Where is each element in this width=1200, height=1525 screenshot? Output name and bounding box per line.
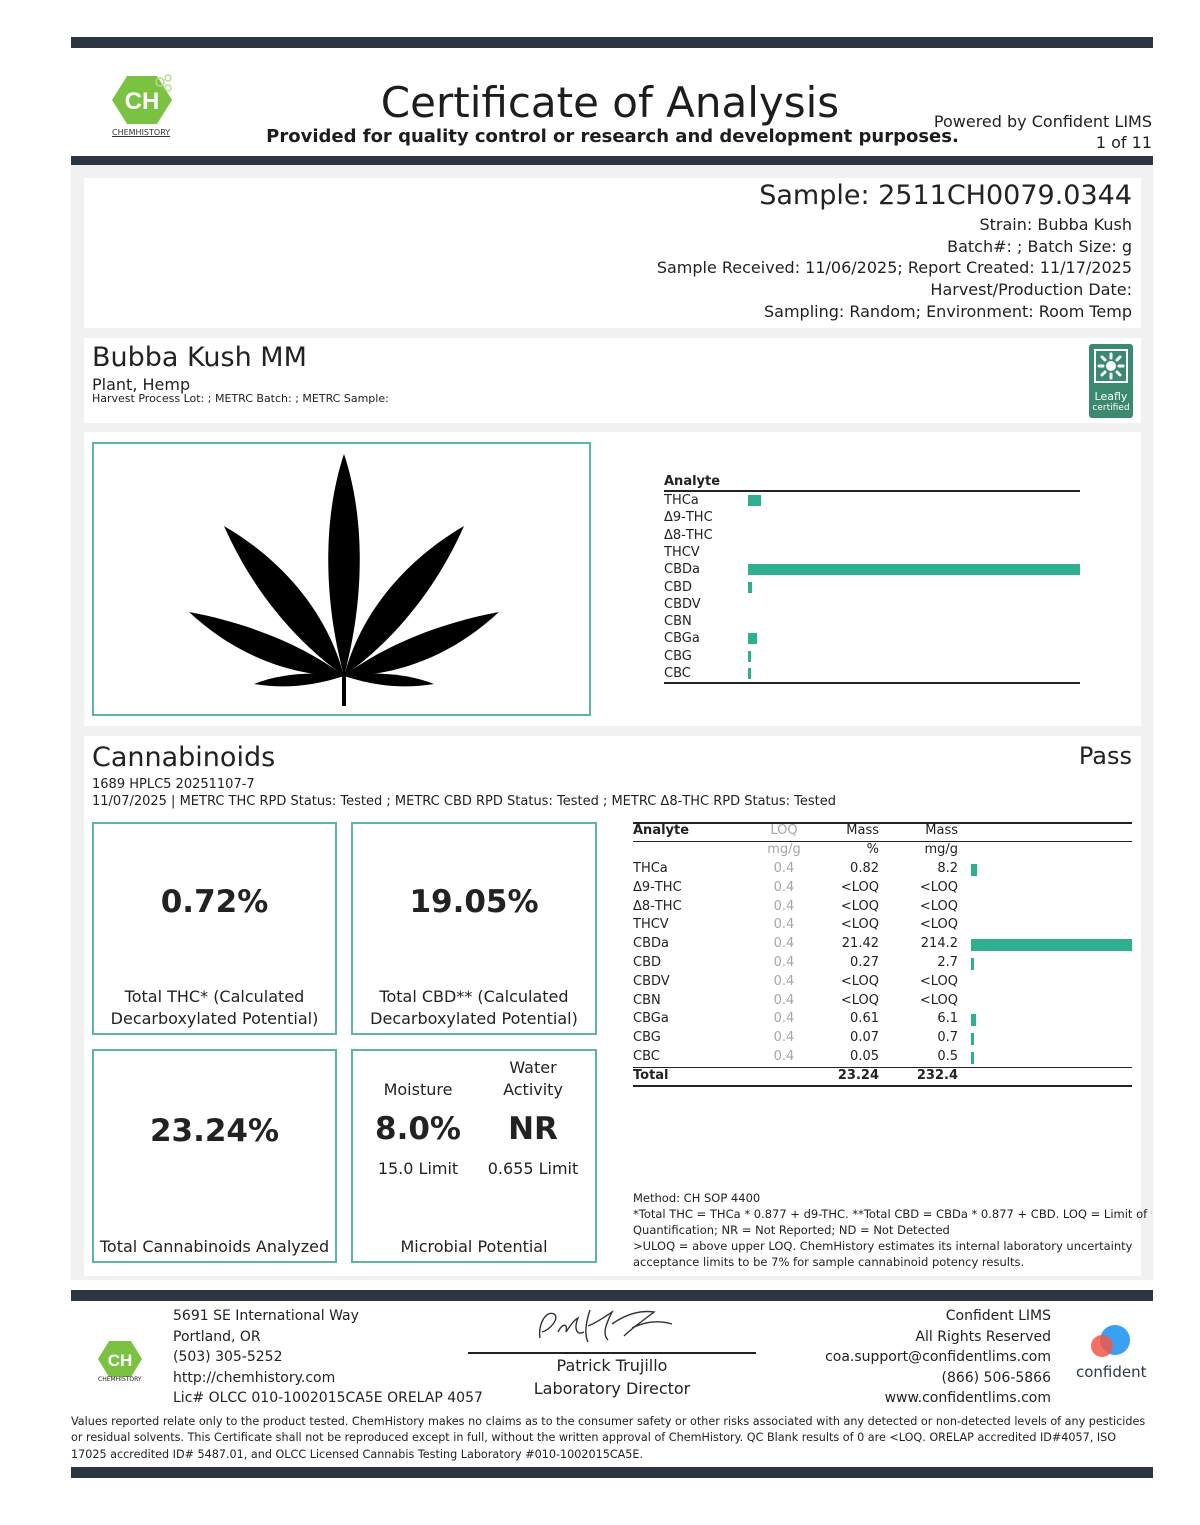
lims-phone: (866) 506-5866 bbox=[941, 1369, 1051, 1386]
mass-mg-cell: <LOQ bbox=[919, 992, 958, 1008]
chart-category-label: Δ8-THC bbox=[664, 527, 713, 543]
loq-cell: 0.4 bbox=[773, 1030, 795, 1046]
table-row bbox=[633, 916, 1132, 935]
chart-header: Analyte bbox=[664, 474, 721, 489]
microbial-label: Microbial Potential bbox=[400, 1237, 548, 1256]
batch: Batch#: ; Batch Size: g bbox=[947, 237, 1132, 256]
signer-title: Laboratory Director bbox=[533, 1379, 691, 1398]
harvest-date: Harvest/Production Date: bbox=[930, 280, 1132, 299]
lims-rights: All Rights Reserved bbox=[915, 1328, 1051, 1345]
mass-pct-cell: <LOQ bbox=[840, 917, 879, 933]
chart-bar bbox=[748, 668, 751, 679]
total-cannabinoids-label: Total Cannabinoids Analyzed bbox=[99, 1237, 330, 1256]
metrc-info: Harvest Process Lot: ; METRC Batch: ; METRC Sample: bbox=[92, 392, 389, 405]
chart-category-label: CBDV bbox=[664, 596, 701, 612]
chart-category-label: CBN bbox=[664, 614, 692, 630]
method-notes bbox=[633, 1190, 1148, 1270]
unit-loq: mg/g bbox=[767, 842, 801, 857]
col-mass-mg: Mass bbox=[925, 823, 958, 838]
mass-pct-cell: 0.82 bbox=[850, 861, 879, 876]
loq-cell: 0.4 bbox=[773, 1011, 795, 1027]
table-bar bbox=[971, 939, 1132, 951]
total-cbd-value: 19.05% bbox=[409, 884, 539, 920]
section-title: Cannabinoids bbox=[92, 742, 276, 773]
loq-cell: 0.4 bbox=[773, 973, 795, 989]
table-bar bbox=[971, 864, 977, 876]
chart-bar bbox=[748, 582, 752, 593]
table-bar bbox=[971, 1014, 976, 1026]
address-line-1: 5691 SE International Way bbox=[173, 1308, 359, 1324]
analyte-cell: CBGa bbox=[633, 1011, 669, 1027]
analyte-cell: CBD bbox=[633, 955, 662, 970]
chart-category-label: CBDa bbox=[664, 562, 700, 578]
sample-id: Sample: 2511CH0079.0344 bbox=[759, 180, 1132, 211]
chart-bar bbox=[748, 651, 751, 662]
lims-website[interactable]: www.confidentlims.com bbox=[884, 1390, 1051, 1406]
table-bar bbox=[971, 958, 974, 970]
analyte-cell: Δ9-THC bbox=[633, 879, 682, 895]
moisture-value: 8.0% bbox=[375, 1111, 461, 1147]
mass-pct-cell: 0.61 bbox=[850, 1011, 879, 1027]
loq-cell: 0.4 bbox=[773, 1049, 795, 1064]
table-row bbox=[633, 1029, 1132, 1048]
method-line-2: *Total THC = THCa * 0.877 + d9-THC. **Total CBD = CBDa * 0.877 + CBD. LOQ = Limit of bbox=[633, 1207, 1148, 1221]
unit-mass-mg: mg/g bbox=[924, 842, 958, 857]
table-row bbox=[633, 879, 1132, 898]
chart-bar bbox=[748, 633, 757, 644]
moisture-limit: 15.0 Limit bbox=[377, 1159, 459, 1178]
lims-name: Confident LIMS bbox=[945, 1308, 1051, 1324]
disclaimer: Values reported relate only to the product tested. ChemHistory makes no claims as to the consumer safety or other risks associated with any detected or non-detected levels of any pesticides or residual solvents. This Certificate shall not be reproduced except in full, without the written approval of ChemHistory. QC Blank results of 0 are <LOQ. ORELAP accredited ID#4057, ISO 17025 accredited ID# 5487.01, and OLCC Licensed Cannabis Testing Laboratory #010-1002015CA5E. bbox=[71, 1415, 1146, 1461]
hexagon-logo-icon bbox=[110, 74, 180, 126]
mass-mg-cell: 214.2 bbox=[920, 936, 958, 952]
page-subtitle: Provided for quality control or research and development purposes. bbox=[266, 126, 959, 147]
powered-by: Powered by Confident LIMS bbox=[933, 112, 1152, 131]
table-row bbox=[633, 992, 1132, 1011]
method-line-3: Quantification; NR = Not Reported; ND = Not Detected bbox=[633, 1223, 950, 1237]
table-row bbox=[633, 898, 1132, 917]
mass-mg-cell: 0.7 bbox=[937, 1030, 958, 1046]
analyte-cell: CBDV bbox=[633, 973, 670, 989]
loq-cell: 0.4 bbox=[773, 917, 795, 933]
mass-pct-cell: <LOQ bbox=[840, 879, 879, 895]
water-activity-limit: 0.655 Limit bbox=[487, 1159, 579, 1178]
product-type: Plant, Hemp bbox=[92, 375, 191, 394]
plant-image-frame bbox=[92, 442, 591, 716]
analyte-cell: CBG bbox=[633, 1030, 661, 1046]
method-line-5: acceptance limits to be 7% for sample cannabinoid potency results. bbox=[633, 1255, 1025, 1269]
total-mg: 232.4 bbox=[916, 1068, 958, 1083]
mass-pct-cell: 0.07 bbox=[850, 1030, 879, 1046]
chemhistory-logo bbox=[110, 74, 180, 140]
col-mass-pct: Mass bbox=[846, 823, 879, 838]
table-header-rule bbox=[633, 841, 1132, 842]
microbial-box bbox=[351, 1049, 597, 1263]
analyte-cell: CBN bbox=[633, 992, 661, 1008]
lims-contact bbox=[800, 1306, 1051, 1409]
cannabis-leaf-icon bbox=[94, 444, 589, 714]
total-bottom-rule bbox=[633, 1085, 1132, 1087]
chart-top-line bbox=[664, 490, 1080, 492]
total-thc-value: 0.72% bbox=[160, 884, 269, 920]
hexagon-logo-small-icon bbox=[98, 1340, 146, 1378]
confident-logo-icon bbox=[1086, 1322, 1136, 1362]
leafly-brand: Leafly bbox=[1094, 390, 1128, 403]
mass-mg-cell: <LOQ bbox=[919, 898, 958, 914]
total-thc-box bbox=[92, 822, 337, 1035]
lab-phone: (503) 305-5252 bbox=[173, 1349, 283, 1365]
footer-logo-caption: CHEMHISTORY bbox=[98, 1376, 142, 1383]
loq-cell: 0.4 bbox=[773, 879, 795, 895]
analyte-chart bbox=[664, 472, 1082, 687]
total-top-rule bbox=[633, 1067, 1132, 1068]
chart-category-label: CBG bbox=[664, 648, 692, 664]
total-cannabinoids-box bbox=[92, 1049, 337, 1263]
chart-bar bbox=[748, 564, 1080, 575]
table-row bbox=[633, 973, 1132, 992]
water-activity-label: Water Activity bbox=[503, 1058, 563, 1099]
table-row bbox=[633, 860, 1132, 879]
chart-category-label: CBGa bbox=[664, 631, 700, 647]
analyte-cell: THCV bbox=[633, 917, 669, 933]
total-cbd-label: Total CBD** (Calculated Decarboxylated Potential) bbox=[370, 987, 578, 1028]
product-name: Bubba Kush MM bbox=[92, 342, 307, 373]
mass-mg-cell: 2.7 bbox=[937, 955, 958, 970]
col-loq: LOQ bbox=[770, 823, 798, 838]
table-row bbox=[633, 954, 1132, 973]
analyte-cell: Δ8-THC bbox=[633, 898, 682, 914]
chart-category-label: THCV bbox=[664, 544, 700, 560]
total-cbd-box bbox=[351, 822, 597, 1035]
table-row bbox=[633, 1010, 1132, 1029]
mass-mg-cell: 8.2 bbox=[937, 861, 958, 876]
signature-image bbox=[528, 1302, 698, 1350]
mass-pct-cell: 0.27 bbox=[850, 955, 879, 970]
mass-pct-cell: <LOQ bbox=[840, 898, 879, 914]
dates: Sample Received: 11/06/2025; Report Created: 11/17/2025 bbox=[656, 258, 1132, 277]
mass-pct-cell: <LOQ bbox=[840, 992, 879, 1008]
water-activity-value: NR bbox=[508, 1111, 558, 1147]
chart-bar bbox=[748, 495, 761, 506]
address-line-2: Portland, OR bbox=[173, 1328, 261, 1345]
mass-mg-cell: <LOQ bbox=[919, 973, 958, 989]
table-row bbox=[633, 935, 1132, 954]
header-rule bbox=[71, 156, 1153, 165]
signature-line bbox=[468, 1352, 756, 1354]
table-bar bbox=[971, 1033, 974, 1045]
svg-text:CH: CH bbox=[124, 88, 160, 115]
loq-cell: 0.4 bbox=[773, 898, 795, 914]
logo-caption: CHEMHISTORY bbox=[112, 128, 171, 137]
mass-mg-cell: 0.5 bbox=[937, 1049, 958, 1064]
rpd-status: 11/07/2025 | METRC THC RPD Status: Tested ; METRC CBD RPD Status: Tested ; METRC Δ8-THC RPD Status: Tested bbox=[92, 794, 837, 809]
pass-status: Pass bbox=[1078, 742, 1132, 770]
total-thc-label: Total THC* (Calculated Decarboxylated Potential) bbox=[110, 987, 319, 1028]
chart-category-label: CBD bbox=[664, 579, 693, 595]
mass-pct-cell: <LOQ bbox=[840, 973, 879, 989]
page-title: Certificate of Analysis bbox=[380, 78, 840, 127]
footer-logo bbox=[98, 1340, 146, 1388]
loq-cell: 0.4 bbox=[773, 936, 795, 952]
lab-address bbox=[173, 1306, 483, 1409]
strain: Strain: Bubba Kush bbox=[979, 215, 1132, 234]
page-number: 1 of 11 bbox=[1095, 133, 1152, 152]
leaf-icon bbox=[1089, 344, 1133, 388]
total-pct: 23.24 bbox=[837, 1068, 879, 1083]
total-cannabinoids-value: 23.24% bbox=[149, 1113, 280, 1149]
lab-website[interactable]: http://chemhistory.com bbox=[173, 1369, 336, 1386]
table-row bbox=[633, 1048, 1132, 1067]
mass-pct-cell: 21.42 bbox=[841, 936, 879, 952]
loq-cell: 0.4 bbox=[773, 861, 795, 876]
leafly-badge bbox=[1089, 344, 1133, 418]
leafly-certified: certified bbox=[1092, 403, 1130, 413]
method-line-1: Method: CH SOP 4400 bbox=[633, 1191, 761, 1205]
instrument-id: 1689 HPLC5 20251107-7 bbox=[92, 777, 255, 792]
mass-pct-cell: 0.05 bbox=[850, 1049, 879, 1064]
bottom-rule bbox=[71, 1467, 1153, 1478]
chart-category-label: THCa bbox=[664, 493, 699, 508]
table-top-rule bbox=[633, 822, 1132, 824]
moisture-label: Moisture bbox=[383, 1080, 453, 1099]
table-bar bbox=[971, 1052, 974, 1064]
loq-cell: 0.4 bbox=[773, 992, 795, 1008]
top-rule bbox=[71, 37, 1153, 48]
mass-mg-cell: <LOQ bbox=[919, 879, 958, 895]
svg-text:CH: CH bbox=[107, 1351, 133, 1370]
lab-license: Lic# OLCC 010-1002015CA5E ORELAP 4057 bbox=[173, 1390, 483, 1406]
analyte-cell: CBDa bbox=[633, 936, 669, 952]
total-label: Total bbox=[633, 1068, 669, 1083]
col-analyte: Analyte bbox=[633, 823, 690, 838]
lims-email[interactable]: coa.support@confidentlims.com bbox=[825, 1349, 1051, 1365]
chart-category-label: CBC bbox=[664, 666, 691, 681]
loq-cell: 0.4 bbox=[773, 955, 795, 970]
chart-category-label: Δ9-THC bbox=[664, 510, 713, 526]
footer-rule bbox=[71, 1290, 1153, 1301]
chart-bottom-line bbox=[664, 682, 1080, 684]
analyte-cell: THCa bbox=[633, 861, 668, 876]
sampling: Sampling: Random; Environment: Room Temp bbox=[763, 302, 1132, 321]
confident-logo-text: confident bbox=[1076, 1363, 1147, 1381]
unit-mass-pct: % bbox=[866, 842, 879, 857]
mass-mg-cell: <LOQ bbox=[919, 917, 958, 933]
signer-name: Patrick Trujillo bbox=[556, 1356, 668, 1375]
mass-mg-cell: 6.1 bbox=[937, 1011, 958, 1027]
method-line-4: >ULOQ = above upper LOQ. ChemHistory estimates its internal laboratory uncertainty bbox=[633, 1239, 1133, 1253]
analyte-cell: CBC bbox=[633, 1049, 660, 1064]
